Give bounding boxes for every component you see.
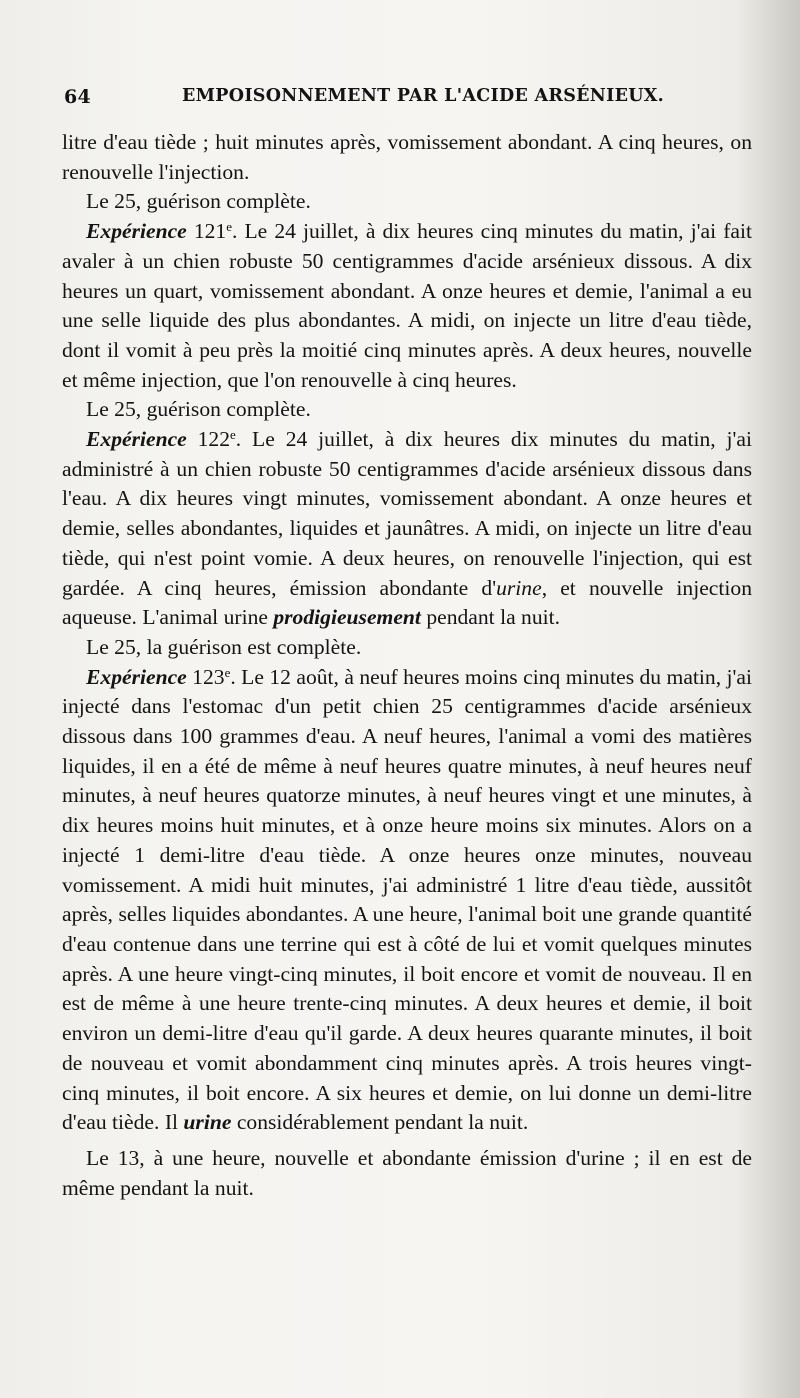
italic-term: urine	[183, 1110, 232, 1135]
experience-number: 123	[192, 664, 225, 689]
paragraph-continuation: litre d'eau tiède ; huit minutes après, vomissement abondant. A cinq heures, on renouvelle l'injection.	[62, 130, 752, 184]
page-number: 64	[64, 86, 92, 108]
experience-text: pendant la nuit.	[420, 605, 561, 630]
experience-number-suffix: e	[226, 219, 232, 235]
paragraph-result: Le 25, la guérison est complète.	[86, 634, 362, 659]
experience-label: Expérience	[86, 427, 187, 452]
running-title: EMPOISONNEMENT PAR L'ACIDE ARSÉNIEUX.	[182, 86, 665, 106]
italic-term: urine	[496, 575, 542, 600]
experience-text: . Le 24 juillet, à dix heures dix minutes du matin, j'ai administré à un chien robuste 50 centigrammes d'acide arsénieux dissous dans l'eau. A dix heures vingt minutes, vomissement abondant. A onze heures et demie, selles abondantes, liquides et jaunâtres. A midi, on injecte un litre d'eau tiède, qui n'est point vomie. A deux heures, on renouvelle l'injection, qui est gardée. A cinq heures, émission abondante d'	[62, 427, 752, 600]
experience-text: . Le 24 juillet, à dix heures cinq minutes du matin, j'ai fait avaler à un chien robuste 50 centigrammes d'acide arsénieux dissous. A dix heures un quart, vomissement abondant. A onze heures et demie, l'animal a eu une selle liquide des plus abondantes. A midi, on injecte un litre d'eau tiède, dont il vomit à peu près la moitié cinq minutes après. A deux heures, nouvelle et même injection, que l'on renouvelle à cinq heures.	[62, 219, 752, 392]
experience-text: considérablement pendant la nuit.	[231, 1110, 529, 1135]
paragraph-result: Le 25, guérison complète.	[86, 397, 311, 422]
paragraph-experience-122	[62, 425, 752, 633]
experience-number-suffix: e	[224, 664, 231, 680]
experience-text: , et nouvelle injection aqueuse. L'animal urine	[62, 575, 752, 630]
experience-number-suffix: e	[230, 427, 236, 443]
page-body	[62, 128, 752, 1203]
experience-label: Expérience	[86, 219, 187, 244]
experience-text: . Le 12 août, à neuf heures moins cinq minutes du matin, j'ai injecté dans l'estomac d'un petit chien 25 centigrammes d'acide arsénieux dissous dans 100 grammes d'eau. A neuf heures, l'animal a vomi des matières liquides, il en a été de même à neuf heures quatre minutes, à neuf heures neuf minutes, à neuf heures quatorze minutes, à neuf heures vingt et une minutes, à dix heures moins huit minutes, et à onze heure moins six minutes. Alors on a injecté 1 demi-litre d'eau tiède. A onze heures onze minutes, nouveau vomissement. A midi huit minutes, j'ai administré 1 litre d'eau tiède, aussitôt après, selles liquides abondantes. A une heure, l'animal boit une grande quantité d'eau contenue dans une terrine qui est à côté de lui et vomit quelques minutes après. A une heure vingt-cinq minutes, il boit encore et vomit de nouveau. Il en est de même à une heure trente-cinq minutes. A deux heures et demie, il boit environ un demi-litre d'eau qu'il garde. A deux heures quarante minutes, il boit de nouveau et vomit abondamment cinq minutes après. A trois heures vingt-cinq minutes, il boit encore. A six heures et demie, on lui donne un demi-litre d'eau tiède. Il	[62, 664, 752, 1135]
experience-number: 122	[197, 427, 231, 452]
paragraph-result: Le 25, guérison complète.	[86, 189, 311, 214]
paragraph-experience-123	[62, 663, 752, 1138]
experience-label: Expérience	[86, 664, 187, 689]
paragraph-experience-121	[62, 217, 752, 395]
paragraph-result: Le 13, à une heure, nouvelle et abondante émission d'urine ; il en est de même pendant la nuit.	[62, 1145, 752, 1200]
italic-term: prodigieusement	[273, 605, 421, 630]
experience-number: 121	[193, 219, 227, 244]
